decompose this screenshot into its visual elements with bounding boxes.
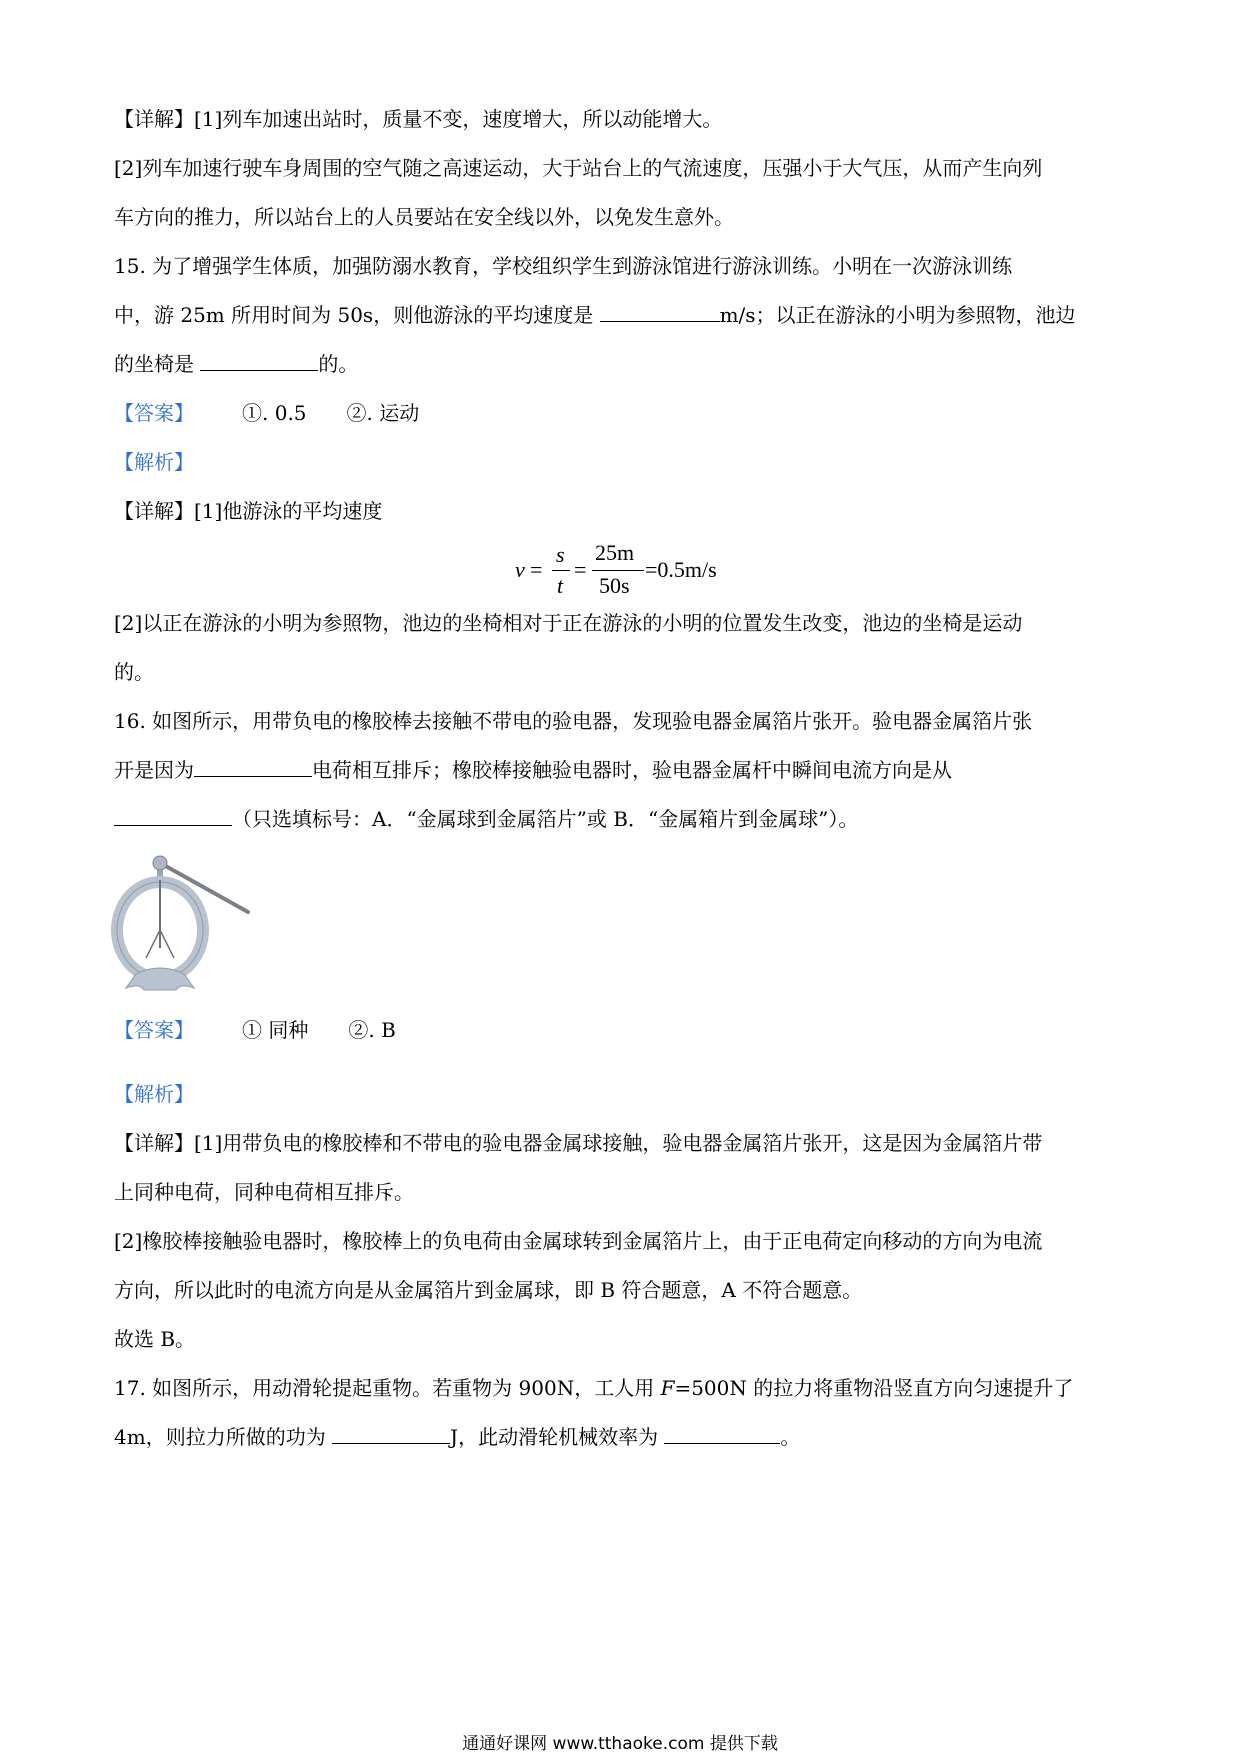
- fraction-bar: [552, 570, 570, 571]
- q16-detail-2a: [2]橡胶棒接触验电器时，橡胶棒上的负电荷由金属球转到金属箔片上，由于正电荷定向移动的方向为电流: [114, 1229, 1043, 1253]
- q16-detail-1b: 上同种电荷，同种电荷相互排斥。: [114, 1180, 414, 1204]
- q16-blank-2: [114, 807, 232, 826]
- q16-stem-text: 电荷相互排斥；橡胶棒接触验电器时，验电器金属杆中瞬间电流方向是从: [312, 758, 952, 782]
- q17-stem-text: 4m，则拉力所做的功为: [114, 1425, 333, 1449]
- q15-detail-2b: 的。: [114, 660, 154, 684]
- paragraph-detail-2a: [2]列车加速行驶车身周围的空气随之高速运动，大于站台上的气流速度，压强小于大气压，从而产生向列: [114, 156, 1043, 180]
- q17-stem-line1: [114, 1375, 1073, 1401]
- q15-answer: [114, 400, 419, 426]
- q17-stem-line2: [114, 1424, 800, 1450]
- q16-detail-1a: 【详解】[1]用带负电的橡胶棒和不带电的验电器金属球接触，验电器金属箔片张开，这是因为金属箔片带: [114, 1131, 1043, 1155]
- q16-stem-line1: 16. 如图所示，用带负电的橡胶棒去接触不带电的验电器，发现验电器金属箔片张开。验电器金属箔片张: [114, 709, 1033, 733]
- fraction-bar: [592, 570, 644, 571]
- q15-detail-1: 【详解】[1]他游泳的平均速度: [114, 499, 383, 523]
- answer-tag: 【答案】: [114, 401, 194, 425]
- q17-stem-text: =500N 的拉力将重物沿竖直方向匀速提升了: [674, 1376, 1074, 1400]
- metal-ball: [153, 856, 167, 870]
- analysis-tag: 【解析】: [114, 1082, 194, 1106]
- q17-blank-2: [664, 1425, 780, 1444]
- q17-stem-text: 。: [780, 1425, 801, 1449]
- q15-blank-1: [600, 303, 720, 322]
- formula-s: s: [556, 542, 565, 567]
- q16-stem-text: （只选填标号：A．“金属球到金属箔片”或 B．“金属箱片到金属球”）。: [232, 807, 859, 831]
- q16-blank-1: [194, 758, 312, 777]
- analysis-tag: 【解析】: [114, 450, 194, 474]
- answer-text: ①. 0.5 ②. 运动: [242, 401, 420, 425]
- answer-text: ① 同种 ②. B: [242, 1018, 396, 1042]
- q17-stem-text: J，此动滑轮机械效率为: [450, 1425, 665, 1449]
- paragraph-detail-2b: 车方向的推力，所以站台上的人员要站在安全线以外，以免发生意外。: [114, 205, 734, 229]
- q15-stem-text: 中，游 25m 所用时间为 50s，则他游泳的平均速度是: [114, 303, 600, 327]
- q16-stem-text: 开是因为: [114, 758, 194, 782]
- electroscope-figure: [110, 850, 250, 1000]
- q15-blank-2: [200, 352, 318, 371]
- q17-stem-text: 17. 如图所示，用动滑轮提起重物。若重物为 900N，工人用: [114, 1376, 661, 1400]
- q16-answer: [114, 1017, 396, 1043]
- q16-stem-line2: [114, 757, 952, 783]
- q15-stem-text: 的。: [318, 352, 359, 376]
- metal-foil-left: [146, 930, 160, 958]
- formula-eq: =: [574, 557, 587, 582]
- q15-stem-line2: [114, 302, 1076, 328]
- q16-stem-line3: [114, 806, 858, 832]
- answer-tag: 【答案】: [114, 1018, 194, 1042]
- paragraph-detail-1: 【详解】[1]列车加速出站时，质量不变，速度增大，所以动能增大。: [114, 107, 723, 131]
- formula-numerator: 25m: [595, 540, 635, 565]
- q16-conclusion: 故选 B。: [114, 1327, 196, 1351]
- metal-foil-right: [160, 930, 174, 958]
- page-footer: 通通好课网 www.tthaoke.com 提供下载: [462, 1734, 778, 1754]
- q15-stem-text: 的坐椅是: [114, 352, 201, 376]
- formula-t: t: [557, 573, 564, 598]
- q15-stem-line3: [114, 351, 358, 377]
- q15-stem-text: m/s；以正在游泳的小明为参照物，池边: [719, 303, 1076, 327]
- formula-eq: =: [530, 557, 543, 582]
- formula-denominator: 50s: [599, 573, 630, 598]
- q17-blank-1: [332, 1425, 450, 1444]
- q15-stem-line1: 15. 为了增强学生体质，加强防溺水教育，学校组织学生到游泳馆进行游泳训练。小明在一次游泳训练: [114, 254, 1013, 278]
- q16-detail-2b: 方向，所以此时的电流方向是从金属箔片到金属球，即 B 符合题意，A 不符合题意。: [114, 1278, 863, 1302]
- q15-detail-2a: [2]以正在游泳的小明为参照物，池边的坐椅相对于正在游泳的小明的位置发生改变，池边的坐椅是运动: [114, 611, 1023, 635]
- formula-v: v: [515, 557, 525, 582]
- force-symbol: F: [660, 1376, 675, 1400]
- formula-result: =0.5m/s: [645, 557, 717, 582]
